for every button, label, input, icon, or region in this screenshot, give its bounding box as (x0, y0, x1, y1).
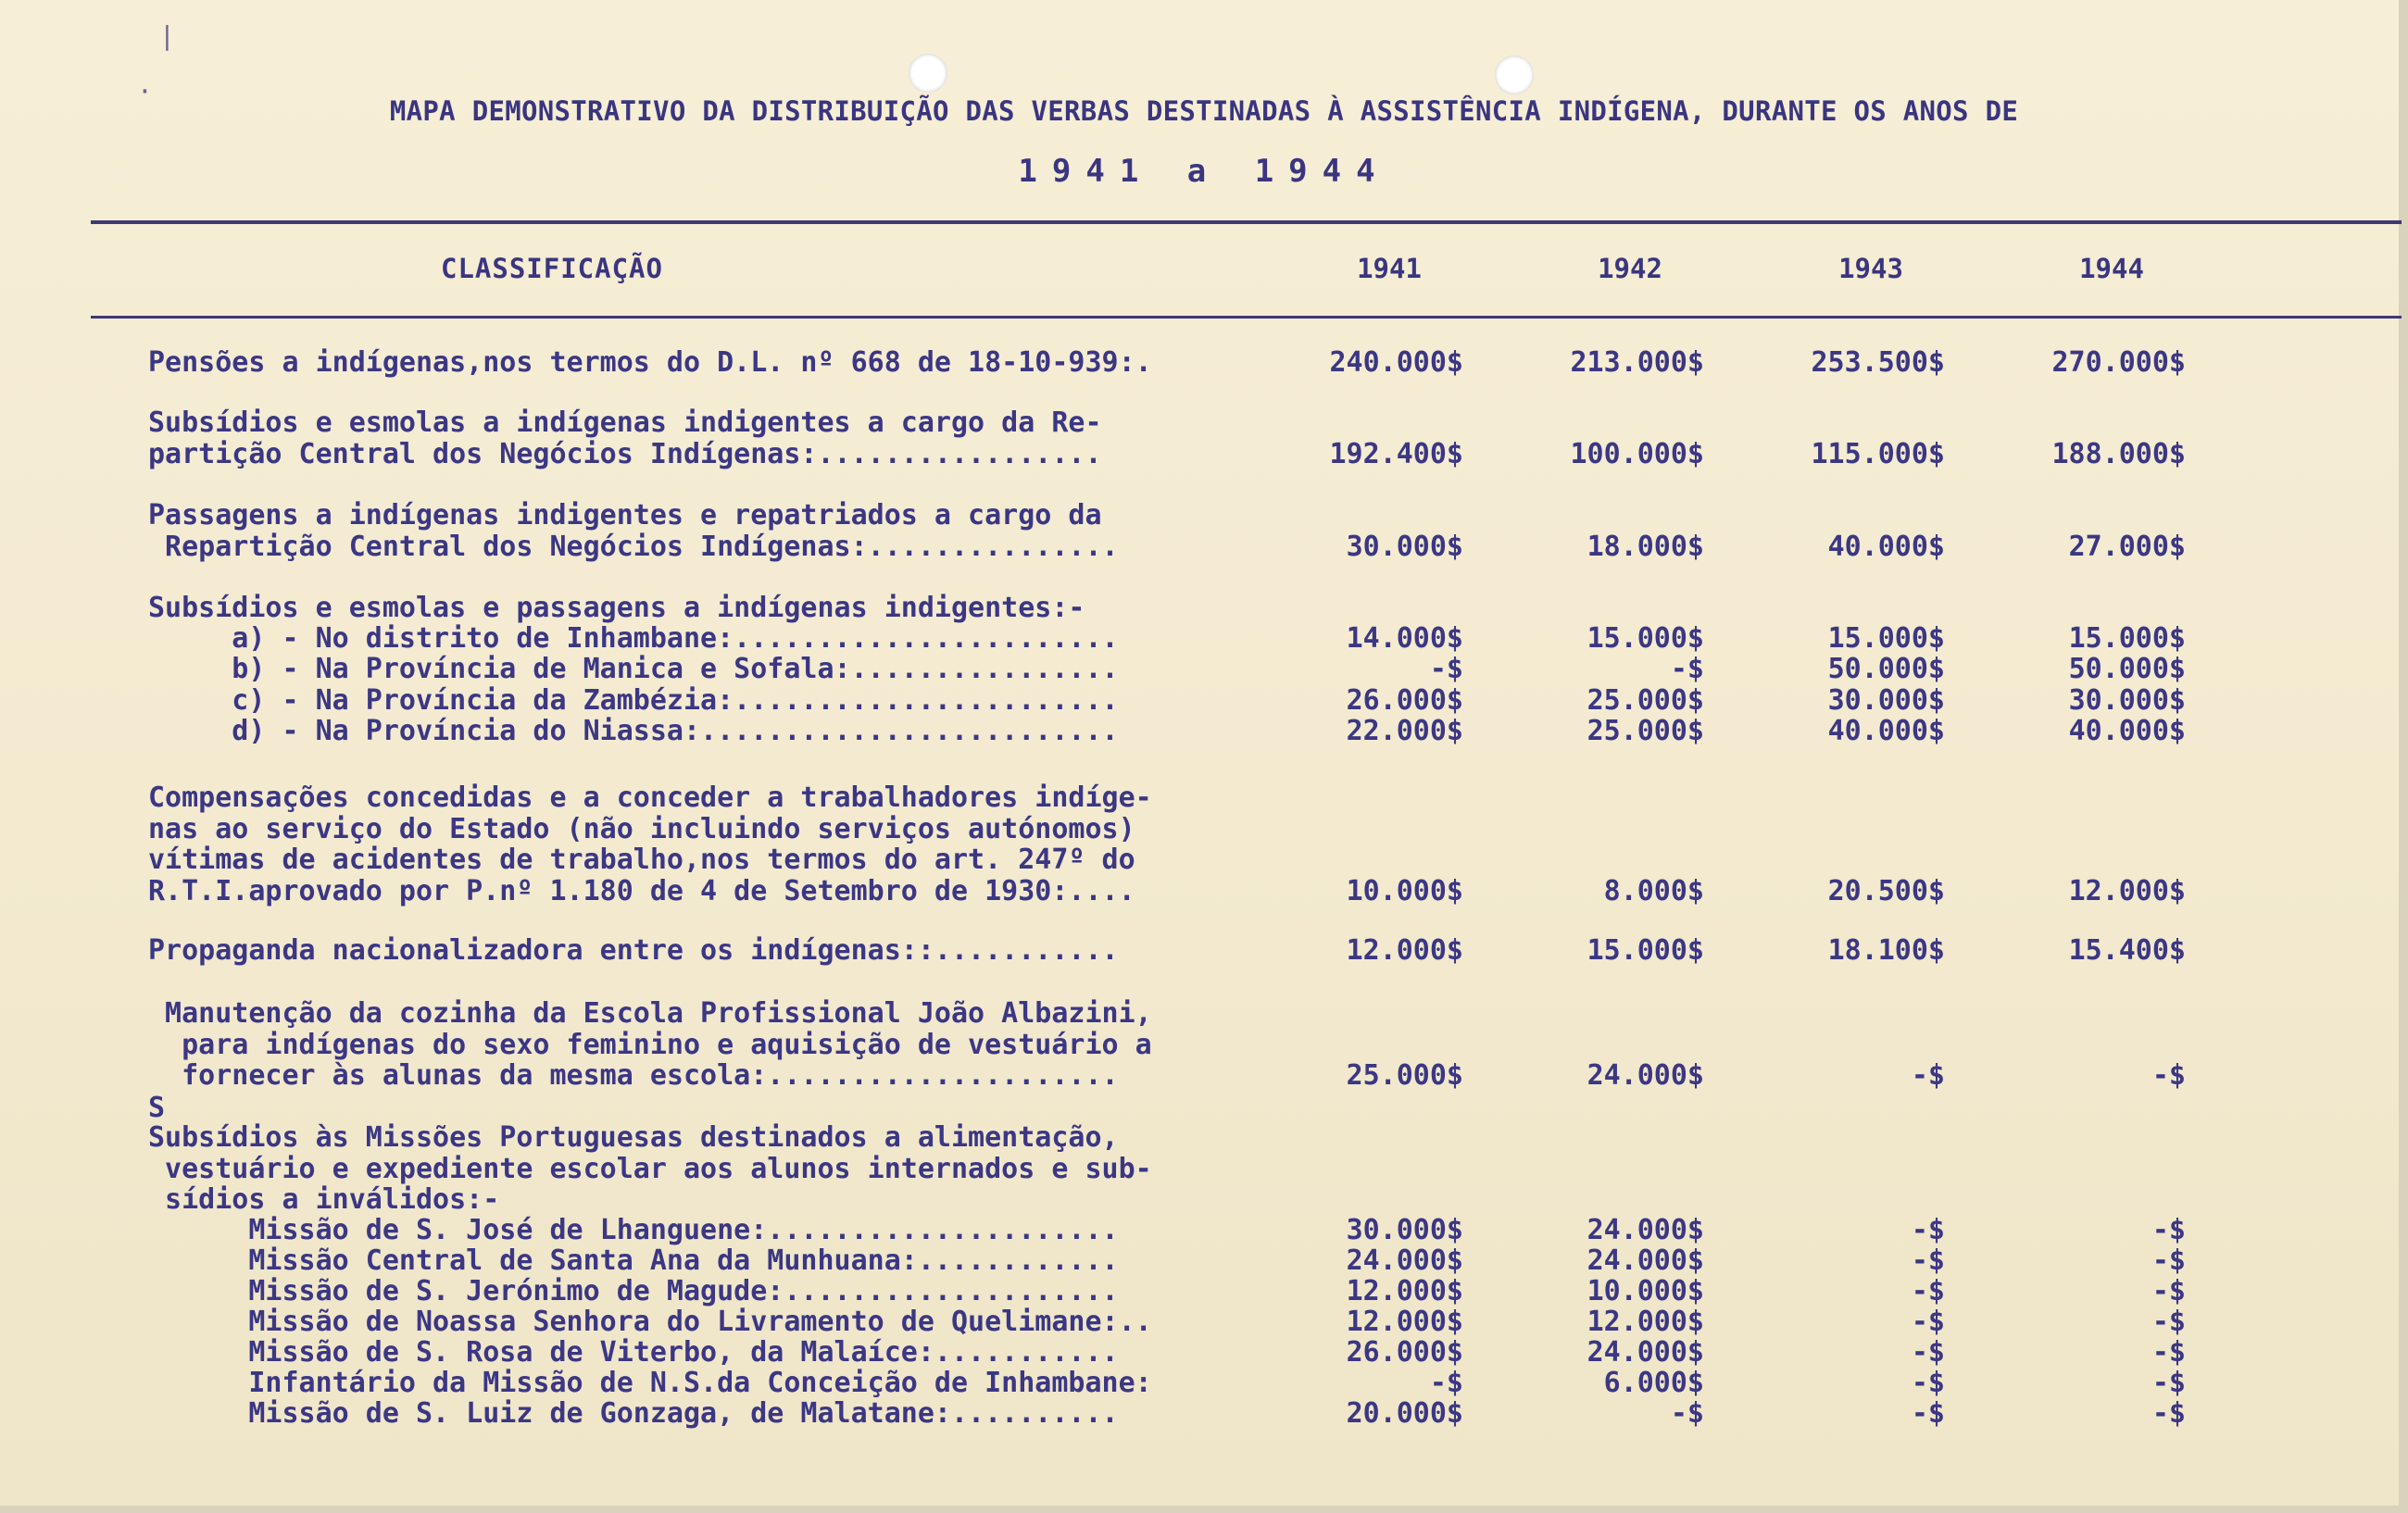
row-text-line: c) - Na Província da Zambézia:....................... (148, 684, 1119, 717)
value-cell-1944: -$ (2151, 1059, 2186, 1092)
value-cell-1941: 12.000$ (1346, 1306, 1463, 1338)
document-title: MAPA DEMONSTRATIVO DA DISTRIBUIÇÃO DAS VERBAS DESTINADAS À ASSISTÊNCIA INDÍGENA, DURANTE OS ANOS DE (389, 95, 2019, 127)
value-cell-1943: 40.000$ (1827, 530, 1945, 563)
column-header-classification: CLASSIFICAÇÃO (441, 253, 663, 284)
value-cell-1941: 10.000$ (1346, 874, 1463, 907)
row-text-line: b) - Na Província de Manica e Sofala:................ (148, 653, 1119, 685)
row-text-line: Missão de S. José de Lhanguene:..................... (148, 1214, 1119, 1246)
header-bottom-rule (91, 316, 2402, 319)
value-cell-1942: 24.000$ (1587, 1214, 1704, 1246)
row-text-line: a) - No distrito de Inhambane:....................... (148, 622, 1119, 655)
row-text-line: Propaganda nacionalizadora entre os indígenas::........... (148, 934, 1119, 967)
row-text-line: Subsídios e esmolas a indígenas indigentes a cargo da Re- (148, 406, 1102, 439)
value-cell-1941: 240.000$ (1329, 346, 1463, 379)
value-cell-1944: 15.400$ (2068, 934, 2186, 967)
value-cell-1943: -$ (1911, 1336, 1945, 1369)
value-cell-1941: 30.000$ (1346, 1214, 1463, 1246)
value-cell-1942: 15.000$ (1587, 622, 1704, 655)
value-cell-1943: 15.000$ (1827, 622, 1945, 655)
value-cell-1944: 30.000$ (2068, 684, 2186, 717)
row-text-line: Subsídios e esmolas e passagens a indígenas indigentes:- (148, 592, 1085, 624)
value-cell-1942: 25.000$ (1587, 715, 1704, 747)
value-cell-1944: -$ (2151, 1275, 2186, 1307)
punch-hole-left (909, 54, 947, 93)
value-cell-1943: 253.500$ (1811, 346, 1945, 379)
row-text-line: Infantário da Missão de N.S.da Conceição de Inhambane: (148, 1367, 1152, 1399)
value-cell-1944: -$ (2151, 1244, 2186, 1277)
value-cell-1941: 30.000$ (1346, 530, 1463, 563)
value-cell-1942: 100.000$ (1570, 437, 1704, 470)
row-text-line: Passagens a indígenas indigentes e repatriados a cargo da (148, 499, 1102, 531)
value-cell-1943: 40.000$ (1827, 715, 1945, 747)
value-cell-1944: 27.000$ (2068, 530, 2186, 563)
value-cell-1943: -$ (1911, 1397, 1945, 1430)
value-cell-1943: -$ (1911, 1275, 1945, 1307)
row-text-line: partição Central dos Negócios Indígenas:................. (148, 437, 1102, 470)
value-cell-1942: 213.000$ (1570, 346, 1704, 379)
value-cell-1944: -$ (2151, 1306, 2186, 1338)
margin-mark: | (159, 20, 175, 51)
row-text-line: Manutenção da cozinha da Escola Profissional João Albazini, (148, 997, 1152, 1030)
value-cell-1942: 24.000$ (1587, 1336, 1704, 1369)
value-cell-1944: -$ (2151, 1336, 2186, 1369)
value-cell-1944: 270.000$ (2051, 346, 2186, 379)
value-cell-1942: 10.000$ (1587, 1275, 1704, 1307)
value-cell-1942: -$ (1670, 653, 1704, 685)
row-text-line: Compensações concedidas e a conceder a trabalhadores indíge- (148, 782, 1152, 814)
value-cell-1941: 26.000$ (1346, 1336, 1463, 1369)
value-cell-1943: -$ (1911, 1244, 1945, 1277)
row-text-line: nas ao serviço do Estado (não incluindo serviços autónomos) (148, 812, 1135, 845)
value-cell-1942: 6.000$ (1603, 1367, 1704, 1399)
value-cell-1943: -$ (1911, 1367, 1945, 1399)
value-cell-1944: 188.000$ (2051, 437, 2186, 470)
value-cell-1941: -$ (1429, 653, 1463, 685)
document-subtitle: 1941 a 1944 (1018, 153, 1390, 190)
value-cell-1944: -$ (2151, 1397, 2186, 1430)
value-cell-1941: 24.000$ (1346, 1244, 1463, 1277)
row-text-line: Missão Central de Santa Ana da Munhuana:............ (148, 1244, 1119, 1277)
value-cell-1941: 20.000$ (1346, 1397, 1463, 1430)
row-text-line: Missão de S. Jerónimo de Magude:.................... (148, 1275, 1119, 1307)
value-cell-1942: 15.000$ (1587, 934, 1704, 967)
value-cell-1941: 14.000$ (1346, 622, 1463, 655)
row-text-line: sídios a inválidos:- (148, 1183, 500, 1216)
value-cell-1942: 24.000$ (1587, 1244, 1704, 1277)
value-cell-1943: -$ (1911, 1306, 1945, 1338)
value-cell-1943: -$ (1911, 1059, 1945, 1092)
value-cell-1941: 12.000$ (1346, 934, 1463, 967)
column-header-1943: 1943 (1838, 253, 1903, 284)
value-cell-1944: -$ (2151, 1367, 2186, 1399)
value-cell-1943: -$ (1911, 1214, 1945, 1246)
punch-hole-right (1495, 56, 1534, 94)
value-cell-1941: 26.000$ (1346, 684, 1463, 717)
value-cell-1942: 18.000$ (1587, 530, 1704, 563)
row-text-line: R.T.I.aprovado por P.nº 1.180 de 4 de Setembro de 1930:.... (148, 874, 1135, 907)
value-cell-1943: 30.000$ (1827, 684, 1945, 717)
value-cell-1942: -$ (1670, 1397, 1704, 1430)
value-cell-1941: 25.000$ (1346, 1059, 1463, 1092)
header-top-rule (91, 220, 2402, 224)
value-cell-1944: 50.000$ (2068, 653, 2186, 685)
row-text-line: d) - Na Província do Niassa:......................... (148, 715, 1119, 747)
row-text-line: Subsídios às Missões Portuguesas destinados a alimentação, (148, 1121, 1119, 1154)
row-text-line: Missão de S. Rosa de Viterbo, da Malaíce:........... (148, 1336, 1119, 1369)
value-cell-1944: -$ (2151, 1214, 2186, 1246)
row-text-line: fornecer às alunas da mesma escola:..................... (148, 1059, 1119, 1092)
value-cell-1944: 12.000$ (2068, 874, 2186, 907)
value-cell-1941: 12.000$ (1346, 1275, 1463, 1307)
value-cell-1944: 40.000$ (2068, 715, 2186, 747)
value-cell-1941: 22.000$ (1346, 715, 1463, 747)
value-cell-1943: 18.100$ (1827, 934, 1945, 967)
row-text-line: vestuário e expediente escolar aos alunos internados e sub- (148, 1152, 1152, 1185)
value-cell-1943: 50.000$ (1827, 653, 1945, 685)
column-header-1942: 1942 (1598, 253, 1662, 284)
value-cell-1943: 20.500$ (1827, 874, 1945, 907)
value-cell-1944: 15.000$ (2068, 622, 2186, 655)
value-cell-1942: 25.000$ (1587, 684, 1704, 717)
column-header-1941: 1941 (1357, 253, 1422, 284)
value-cell-1942: 12.000$ (1587, 1306, 1704, 1338)
value-cell-1941: -$ (1429, 1367, 1463, 1399)
row-text-line: Missão de S. Luiz de Gonzaga, de Malatane:.......... (148, 1397, 1119, 1430)
row-text-line: Pensões a indígenas,nos termos do D.L. nº 668 de 18-10-939:. (148, 346, 1152, 379)
value-cell-1943: 115.000$ (1811, 437, 1945, 470)
column-header-1944: 1944 (2079, 253, 2144, 284)
row-text-line: S (148, 1092, 166, 1124)
row-text-line: Repartição Central dos Negócios Indígenas:............... (148, 530, 1119, 563)
row-text-line: para indígenas do sexo feminino e aquisição de vestuário a (148, 1028, 1152, 1061)
value-cell-1942: 8.000$ (1603, 874, 1704, 907)
row-text-line: vítimas de acidentes de trabalho,nos termos do art. 247º do (148, 844, 1135, 876)
margin-dot: · (137, 76, 153, 106)
value-cell-1942: 24.000$ (1587, 1059, 1704, 1092)
row-text-line: Missão de Noassa Senhora do Livramento de Quelimane:.. (148, 1306, 1152, 1338)
value-cell-1941: 192.400$ (1329, 437, 1463, 470)
